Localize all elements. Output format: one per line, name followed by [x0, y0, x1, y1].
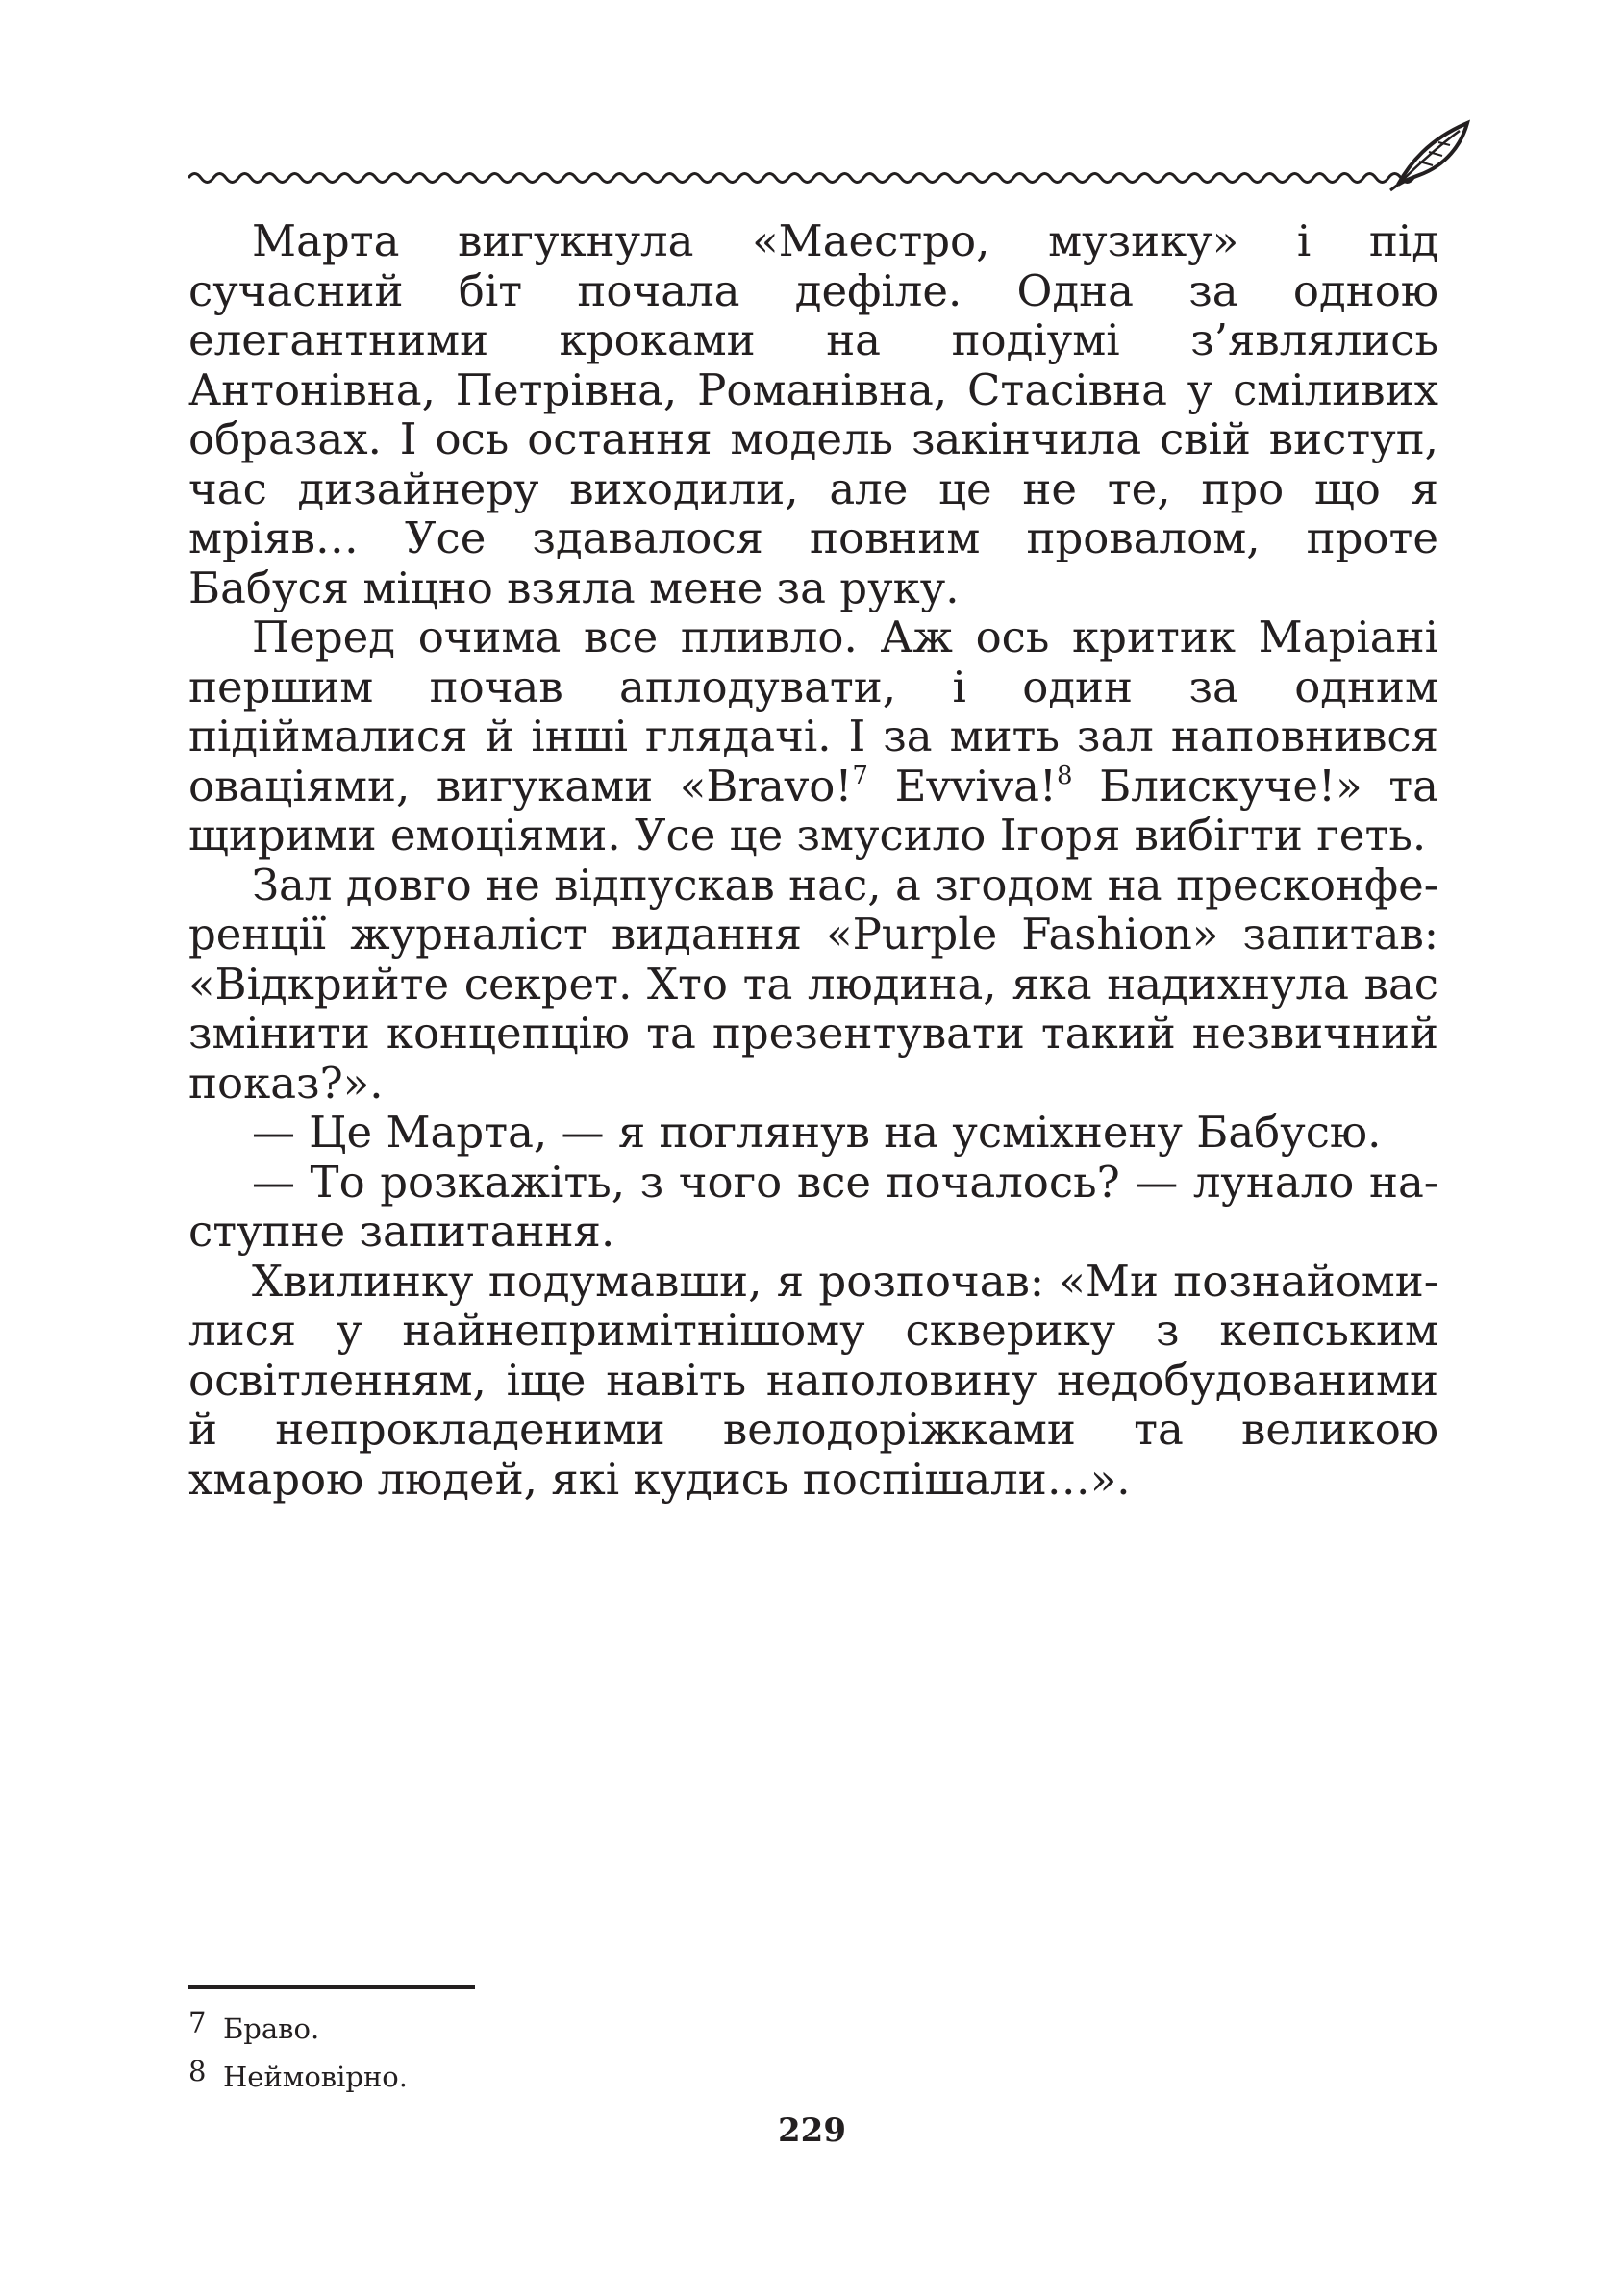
footnote-8	[188, 2050, 958, 2098]
paragraph-2-part-2: Evviva!	[867, 760, 1058, 811]
feather-quill-icon	[1390, 123, 1467, 190]
footnote-text: Браво.	[223, 2012, 320, 2045]
paragraph-2-part-1: Перед очима все пливло. Аж ось критик Маріані першим почав аплодувати, і один за одним підіймалися й інші глядачі. І за мить зал наповнився оваціями, вигуками «Bravo!	[188, 612, 1438, 811]
wavy-line	[188, 174, 1413, 183]
paragraph-2	[188, 612, 1438, 861]
dialog-line-2: — То розкажіть, з чого все почалось? — лунало наступне запитання.	[188, 1156, 1438, 1257]
footnote-ref-8: 8	[1057, 761, 1073, 790]
footnote-text: Неймовірно.	[223, 2060, 408, 2093]
dialog-line-1: — Це Марта, — я поглянув на усміхнену Бабусю.	[252, 1107, 1382, 1158]
paragraph-2-part-3: Блискуче!» та щирими емоціями. Усе це змусило Ігоря вибігти геть.	[188, 760, 1438, 861]
main-text	[188, 216, 1438, 1504]
footnotes	[188, 2002, 958, 2098]
page-number: 229	[778, 2111, 846, 2150]
footnote-7	[188, 2002, 958, 2050]
paragraph-6: Хвилинку подумавши, я розпочав: «Ми познайомилися у найнепримітнішому скверику з кепським освітленням, іще навіть наполовину недобудованими й непрокладеними велодоріжками та великою хмарою людей, які кудись поспішали…».	[188, 1255, 1438, 1505]
header-ornament	[188, 115, 1477, 192]
footnote-number: 8	[188, 2055, 207, 2087]
footnote-number: 7	[188, 2007, 207, 2039]
paragraph-1: Марта вигукнула «Маестро, музику» і під сучасний біт почала дефіле. Одна за одною елегантними кроками на подіумі з’являлись Антонівна, Петрівна, Романівна, Стасівна у сміливих образах. І ось остання модель закінчила свій виступ, час дизайнеру виходили, але це не те, про що я мріяв… Усе здавалося повним провалом, проте Бабуся міцно взяла мене за руку.	[188, 215, 1438, 613]
paragraph-3: Зал довго не відпускав нас, а згодом на пресконференції журналіст видання «Purple Fashion» запитав: «Відкрийте секрет. Хто та людина, яка надихнула вас змінити концепцію та презентувати такий незвичний показ?».	[188, 859, 1438, 1109]
footnote-separator	[188, 1985, 475, 1989]
footnote-ref-7: 7	[852, 761, 868, 790]
